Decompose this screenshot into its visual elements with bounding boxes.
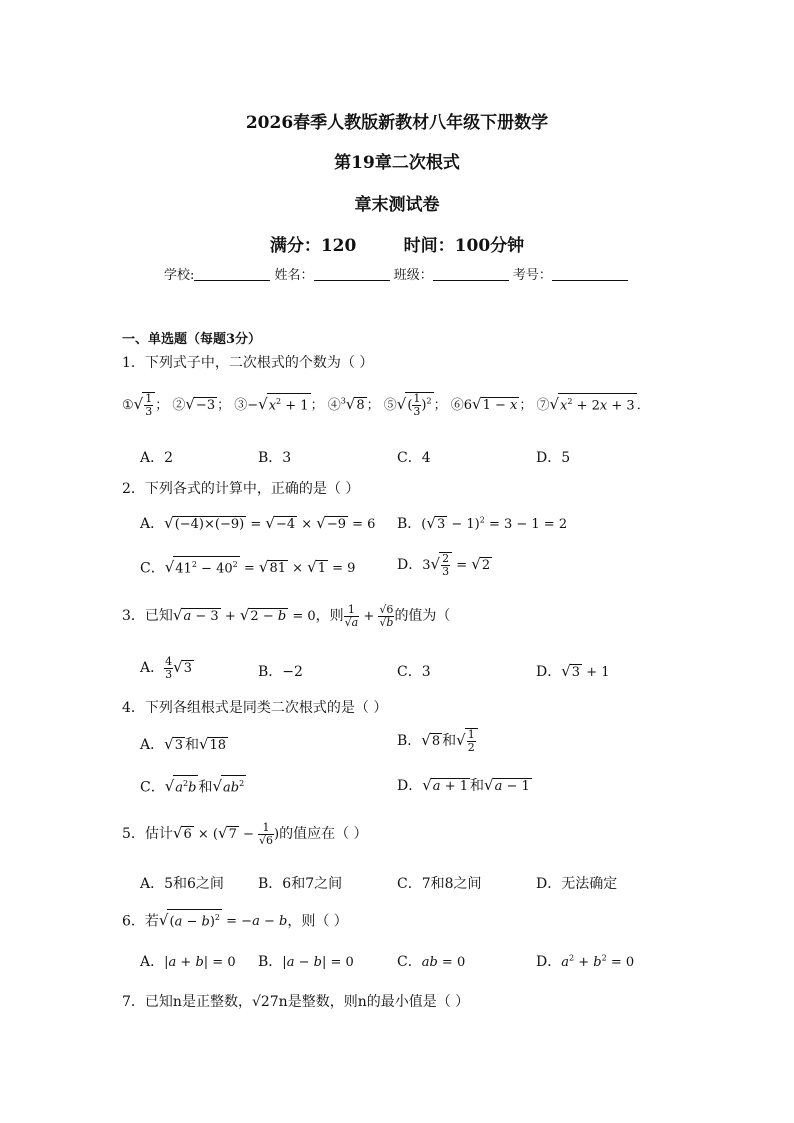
title-line-2: 第19章二次根式: [334, 153, 460, 173]
q4-option-d[interactable]: D．√a + 1 和√a − 1: [397, 776, 530, 794]
title-line-1: 2026春季人教版新教材八年级下册数学: [245, 113, 549, 133]
q5-option-c[interactable]: C．7和8之间: [397, 876, 482, 892]
q5-option-a[interactable]: A．5和6之间: [140, 876, 224, 892]
name-field[interactable]: [314, 267, 390, 281]
student-info-row: [164, 264, 628, 283]
question-3-stem: 3．已知√a − 3 + √2 − b = 0，则 $\frac{1}{√a}$ + $\frac{√6}{√b}$ 的值为（: [122, 603, 451, 629]
q3-option-a[interactable]: A． $\frac{4}{3}$ √3: [140, 655, 192, 681]
score-time: 满分：120 时间：100分钟: [269, 236, 525, 256]
q6-option-c[interactable]: C．ab = 0: [397, 954, 466, 970]
q3-option-c[interactable]: C．3: [397, 664, 431, 680]
exam-no-label: 考号：: [512, 268, 552, 283]
name-label: 姓名：: [274, 268, 314, 283]
q2-option-a[interactable]: A．√(−4)×(−9) = √−4 × √−9 = 6: [140, 514, 376, 532]
q3-option-b[interactable]: B．−2: [258, 664, 303, 680]
q6-option-b[interactable]: B．|a − b| = 0: [258, 954, 354, 970]
q2-option-c[interactable]: C．$√41^2 - 40^2 = √81 \times √1 = 9$: [140, 556, 355, 577]
question-1-expressions: ①√ $\frac{1}{3}$ ； ②√−3 ； $③-√x^2 + 1$ ； ④$^3$√8 ； ⑤√( $\frac{1}{3}$ )$^2$ ； ⑥6√1 − x ； $⑦√x^2 + 2x + 3$ ．: [122, 392, 650, 418]
exam-no-field[interactable]: [552, 267, 628, 281]
question-7-stem: 7．已知n是正整数，√27n是整数，则n的最小值是（ ）: [122, 994, 470, 1010]
question-4-stem: 4．下列各组根式是同类二次根式的是（ ）: [122, 700, 388, 716]
question-1-stem: 1．下列式子中，二次根式的个数为（ ）: [122, 355, 374, 371]
q2-option-d[interactable]: D．3√ $\frac{2}{3}$ = √2: [397, 552, 491, 578]
q1-option-a[interactable]: A．2: [140, 450, 174, 466]
class-field[interactable]: [433, 267, 509, 281]
q5-option-d[interactable]: D．无法确定: [536, 876, 618, 892]
class-label: 班级：: [393, 268, 433, 283]
q1-option-b[interactable]: B．3: [258, 450, 292, 466]
q6-option-d[interactable]: D．$a^2 + b^2 = 0$: [536, 953, 635, 970]
q4-option-b[interactable]: B．√8 和√ $\frac{1}{2}$: [397, 728, 478, 754]
question-6-stem: 6．若$√(a - b)^2 = -a - b$，则（ ）: [122, 909, 348, 930]
q3-option-d[interactable]: D．√3 + 1: [536, 662, 610, 680]
q5-option-b[interactable]: B．6和7之间: [258, 876, 343, 892]
q4-option-c[interactable]: C．$√a^2b$ 和$√ab^2$: [140, 775, 246, 796]
question-5-stem: 5．估计√6 × (√7 − $\frac{1}{√6}$ )的值应在（ ）: [122, 821, 368, 847]
q4-option-a[interactable]: A．√3 和√18: [140, 735, 227, 753]
section-title: 一、单选题（每题3分）: [122, 332, 262, 347]
q1-option-c[interactable]: C．4: [397, 450, 431, 466]
school-label: 学校:: [164, 268, 195, 283]
q1-option-d[interactable]: D．5: [536, 450, 571, 466]
title-line-3: 章末测试卷: [354, 195, 440, 215]
q6-option-a[interactable]: A．|a + b| = 0: [140, 954, 236, 970]
school-field[interactable]: [194, 267, 270, 281]
q2-option-b[interactable]: B．$(√3 - 1)^2 = 3 - 1 = 2$: [397, 514, 568, 532]
question-2-stem: 2．下列各式的计算中，正确的是（ ）: [122, 481, 360, 497]
